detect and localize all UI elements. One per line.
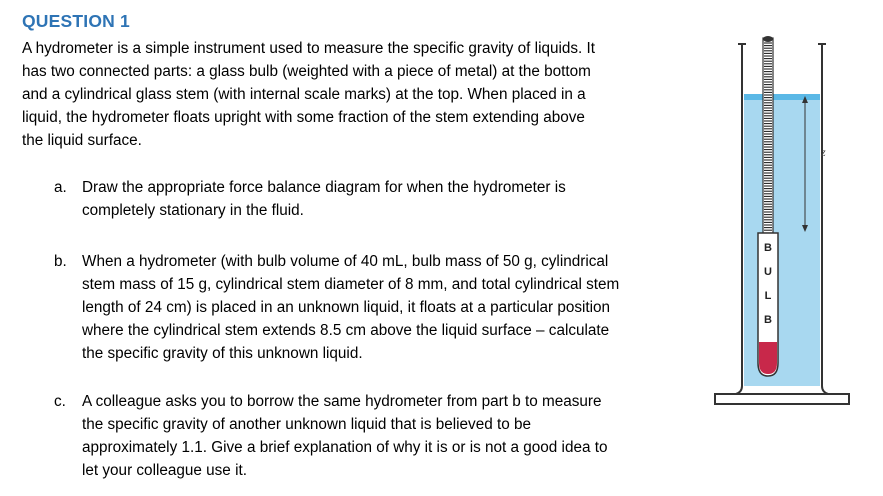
stem-cap [763,36,773,42]
part-line: completely stationary in the fluid. [82,202,304,219]
part-line: When a hydrometer (with bulb volume of 40 mL, bulb mass of 50 g, cylindrical [82,253,609,270]
intro-line: and a cylindrical glass stem (with internal scale marks) at the top. When placed in a [22,86,586,103]
hydrometer-figure [712,28,852,413]
part-text [82,250,702,365]
bulb-weight [759,342,777,374]
intro-line: A hydrometer is a simple instrument used to measure the specific gravity of liquids. It [22,40,596,57]
part-line: where the cylindrical stem extends 8.5 cm above the liquid surface – calculate [82,322,610,339]
part-line: stem mass of 15 g, cylindrical stem diameter of 8 mm, and total cylindrical stem [82,276,620,293]
dimension-label: z [821,145,826,159]
intro-line: liquid, the hydrometer floats upright with some fraction of the stem extending above [22,109,585,126]
part-line: A colleague asks you to borrow the same hydrometer from part b to measure [82,393,602,410]
bulb-letter: B [764,314,772,326]
intro-line: the liquid surface. [22,132,142,149]
part-line: Draw the appropriate force balance diagram for when the hydrometer is [82,179,566,196]
part-line: length of 24 cm) is placed in an unknown liquid, it floats at a particular position [82,299,611,316]
part-marker: c. [54,393,66,410]
part-line: the specific gravity of this unknown liquid. [82,345,363,362]
part-line: the specific gravity of another unknown liquid that is believed to be [82,416,531,433]
part-marker: b. [54,253,67,270]
cylinder-base [715,394,849,404]
stem-scale-marks [764,43,772,230]
question-title: QUESTION 1 [22,11,130,31]
part-marker: a. [54,179,67,196]
question-intro [22,37,672,152]
cylinder-liquid [744,97,820,386]
part-text [82,176,702,222]
bulb-letter: B [764,242,772,254]
part-text [82,390,702,482]
intro-line: has two connected parts: a glass bulb (weighted with a piece of metal) at the bottom [22,63,591,80]
part-line: approximately 1.1. Give a brief explanation of why it is or is not a good idea to [82,439,608,456]
bulb-letter: L [764,290,772,302]
bulb-letter: U [764,266,772,278]
liquid-surface [744,94,820,100]
part-line: let your colleague use it. [82,462,247,479]
